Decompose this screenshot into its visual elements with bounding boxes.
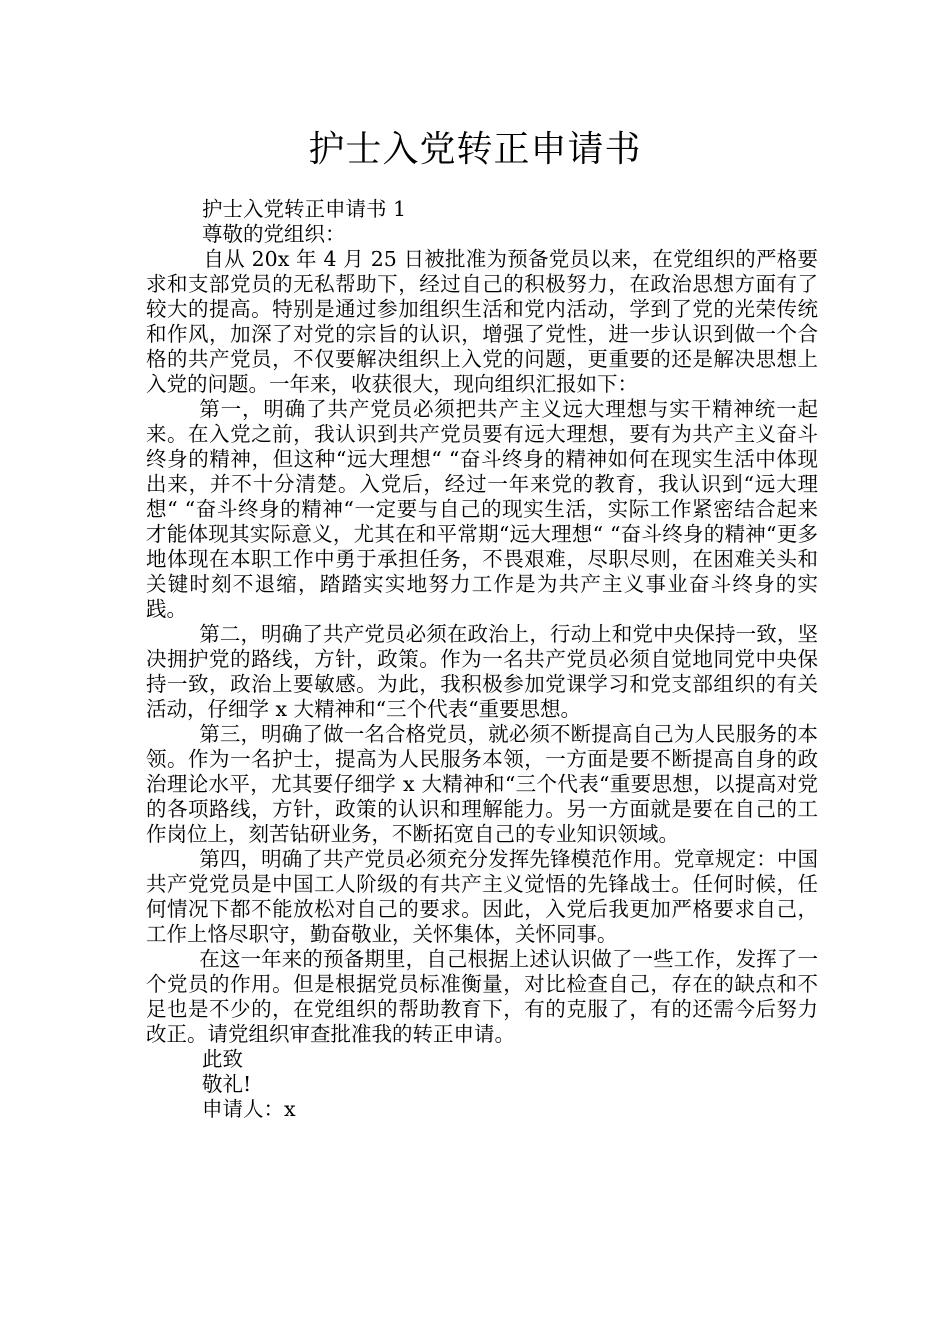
- paragraph-third: 第三，明确了做一名合格党员，就必须不断提高自己为人民服务的本领。作为一名护士，提高为人民服务本领，一方面是要不断提高自身的政治理论水平，尤其要仔细学 x 大精神和“三个代表“重要思想，以提高对党的各项路线，方针，政策的认识和理解能力。另一方面就是要在自己的工作岗位上，刻苦钻研业务，不断拓宽自己的专业知识领域。: [146, 722, 818, 846]
- closing-line-2: 敬礼!: [202, 1072, 252, 1096]
- paragraph-summary: 在这一年来的预备期里，自己根据上述认识做了一些工作，发挥了一个党员的作用。但是根据党员标准衡量，对比检查自己，存在的缺点和不足也是不少的，在党组织的帮助教育下，有的克服了，有的还需今后努力改正。请党组织审查批准我的转正申请。: [146, 947, 818, 1046]
- document-title: 护士入党转正申请书: [308, 129, 642, 170]
- paragraph-first: 第一，明确了共产党员必须把共产主义远大理想与实干精神统一起来。在入党之前，我认识到共产党员要有远大理想，要有为共产主义奋斗终身的精神，但这种“远大理想“ “奋斗终身的精神如何在现实生活中体现出来，并不十分清楚。入党后，经过一年来党的教育，我认识到“远大理想“ “奋斗终身的精神“一定要与自己的现实生活，实际工作紧密结合起来才能体现其实际意义，尤其在和平常期“远大理想“ “奋斗终身的精神“更多地体现在本职工作中勇于承担任务，不畏艰难，尽职尽则，在困难关头和关键时刻不退缩，踏踏实实地努力工作是为共产主义事业奋斗终身的实践。: [146, 397, 818, 621]
- applicant-line: 申请人：x: [202, 1097, 296, 1121]
- document-body: [146, 197, 818, 1122]
- closing-line-1: 此致: [202, 1047, 243, 1071]
- salutation: 尊敬的党组织：: [202, 222, 346, 246]
- paragraph-fourth: 第四，明确了共产党员必须充分发挥先锋模范作用。党章规定：中国共产党党员是中国工人阶级的有共产主义觉悟的先锋战士。任何时候，任何情况下都不能放松对自己的要求。因此，入党后我更加严格要求自己，工作上恪尽职守，勤奋敬业，关怀集体，关怀同事。: [146, 847, 818, 946]
- paragraph-intro: 自从 20x 年 4 月 25 日被批准为预备党员以来，在党组织的严格要求和支部党员的无私帮助下，经过自己的积极努力，在政治思想方面有了较大的提高。特别是通过参加组织生活和党内活动，学到了党的光荣传统和作风，加深了对党的宗旨的认识，增强了党性，进一步认识到做一个合格的共产党员，不仅要解决组织上入党的问题，更重要的还是解决思想上入党的问题。一年来，收获很大，现向组织汇报如下：: [146, 247, 818, 396]
- paragraph-second: 第二，明确了共产党员必须在政治上，行动上和党中央保持一致，坚决拥护党的路线，方针，政策。作为一名共产党员必须自觉地同党中央保持一致，政治上要敏感。为此，我积极参加党课学习和党支部组织的有关活动，仔细学 x 大精神和“三个代表“重要思想。: [146, 622, 818, 721]
- document-subtitle: 护士入党转正申请书 1: [202, 197, 407, 221]
